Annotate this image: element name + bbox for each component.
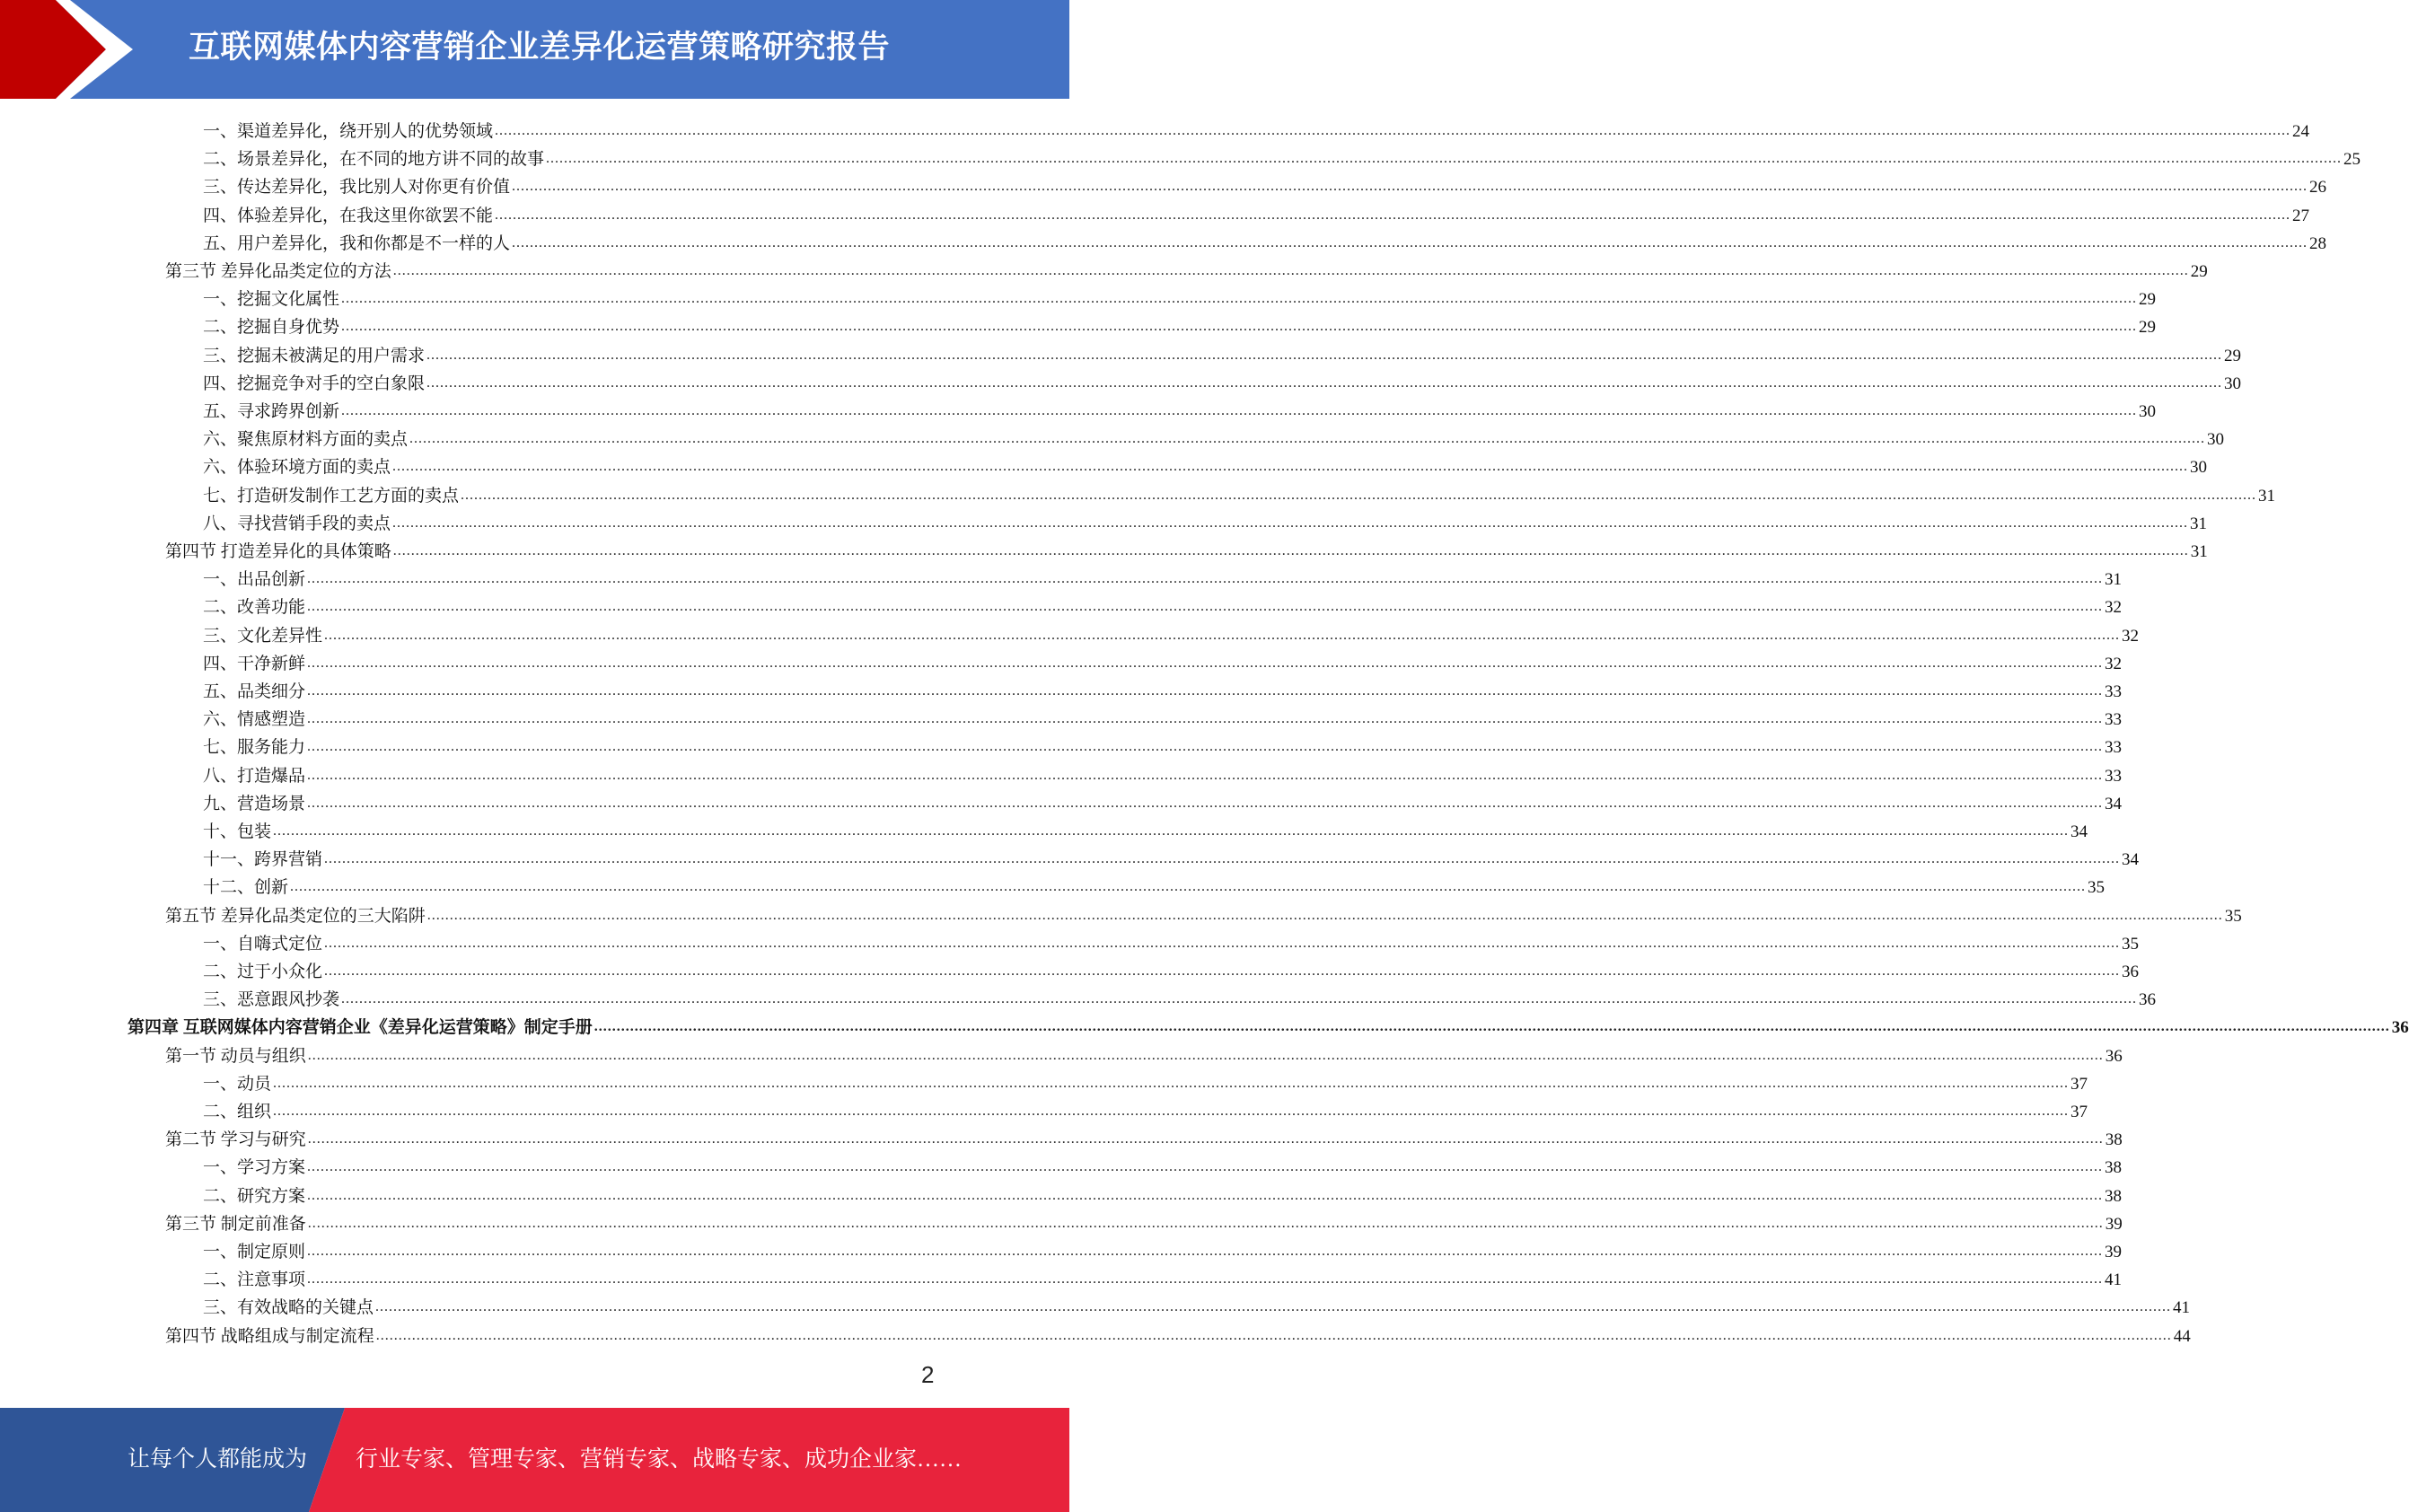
toc-leader-dots: ................................................................................................................................................................................................................................................................................................................................................................................................................ — [307, 571, 2104, 587]
toc-page-number: 29 — [2190, 262, 2208, 281]
toc-page-number: 38 — [2105, 1130, 2123, 1150]
toc-item[interactable] — [203, 479, 2276, 507]
toc-page-number: 34 — [2122, 850, 2140, 870]
toc-label: 六、体验环境方面的卖点 — [203, 458, 391, 478]
toc-leader-dots: ................................................................................................................................................................................................................................................................................................................................................................................................................ — [375, 1299, 2172, 1315]
toc-leader-dots: ................................................................................................................................................................................................................................................................................................................................................................................................................ — [307, 1187, 2104, 1203]
toc-label: 一、挖掘文化属性 — [203, 290, 340, 310]
toc-leader-dots: ................................................................................................................................................................................................................................................................................................................................................................................................................ — [512, 179, 2308, 195]
toc-leader-dots: ................................................................................................................................................................................................................................................................................................................................................................................................................ — [392, 263, 2189, 278]
toc-page-number: 33 — [2105, 710, 2123, 730]
toc-section[interactable] — [165, 1208, 2123, 1235]
toc-leader-dots: ................................................................................................................................................................................................................................................................................................................................................................................................................ — [307, 739, 2104, 755]
toc-page-number: 31 — [2190, 542, 2208, 561]
toc-page-number: 38 — [2105, 1186, 2123, 1206]
toc-label: 第四节 战略组成与制定流程 — [165, 1326, 374, 1346]
toc-page-number: 29 — [2139, 290, 2157, 310]
toc-page-number: 39 — [2105, 1214, 2123, 1234]
toc-leader-dots: ................................................................................................................................................................................................................................................................................................................................................................................................................ — [341, 991, 2138, 1007]
toc-label: 四、挖掘竞争对手的空白象限 — [203, 374, 426, 393]
toc-page-number: 44 — [2173, 1326, 2191, 1346]
toc-page-number: 26 — [2309, 178, 2327, 198]
toc-label: 二、挖掘自身优势 — [203, 318, 340, 338]
toc-label: 第五节 差异化品类定位的三大陷阱 — [165, 906, 426, 926]
toc-page-number: 32 — [2105, 598, 2123, 618]
toc-section[interactable] — [165, 1040, 2123, 1068]
toc-leader-dots: ................................................................................................................................................................................................................................................................................................................................................................................................................ — [290, 879, 2087, 895]
toc-label: 六、聚焦原材料方面的卖点 — [203, 430, 409, 450]
toc-page-number: 24 — [2292, 122, 2310, 141]
toc-label: 五、寻求跨界创新 — [203, 402, 340, 421]
toc-page-number: 30 — [2139, 402, 2157, 421]
toc-leader-dots: ................................................................................................................................................................................................................................................................................................................................................................................................................ — [307, 1244, 2104, 1259]
toc-page-number: 35 — [2122, 934, 2140, 954]
toc-label: 第四节 打造差异化的具体策略 — [165, 542, 391, 561]
toc-item[interactable] — [203, 171, 2327, 198]
toc-page-number: 30 — [2224, 374, 2242, 393]
toc-page-number: 37 — [2071, 1074, 2088, 1094]
toc-section[interactable] — [165, 535, 2208, 563]
toc-label: 十、包装 — [203, 822, 272, 841]
toc-item[interactable] — [203, 955, 2140, 983]
toc-leader-dots: ................................................................................................................................................................................................................................................................................................................................................................................................................ — [426, 347, 2223, 363]
toc-label: 第二节 学习与研究 — [165, 1130, 306, 1150]
toc-item[interactable] — [203, 311, 2157, 338]
footer-slogan-left: 让每个人都能成为 — [127, 1447, 308, 1472]
toc-label: 九、营造场景 — [203, 794, 306, 813]
toc-label: 八、寻找营销手段的卖点 — [203, 514, 391, 533]
toc-page-number: 28 — [2309, 233, 2327, 253]
toc-leader-dots: ................................................................................................................................................................................................................................................................................................................................................................................................................ — [307, 795, 2104, 811]
toc-leader-dots: ................................................................................................................................................................................................................................................................................................................................................................................................................ — [307, 1271, 2104, 1288]
toc-leader-dots: ................................................................................................................................................................................................................................................................................................................................................................................................................ — [307, 1047, 2104, 1063]
toc-label: 十一、跨界营销 — [203, 850, 323, 870]
toc-page-number: 25 — [2343, 150, 2361, 170]
toc-item[interactable] — [203, 620, 2140, 647]
toc-item[interactable] — [203, 1068, 2088, 1095]
toc-item[interactable] — [203, 843, 2140, 871]
toc-leader-dots: ................................................................................................................................................................................................................................................................................................................................................................................................................ — [375, 1327, 2172, 1343]
toc-label: 二、改善功能 — [203, 598, 306, 618]
toc-page-number: 33 — [2105, 766, 2123, 786]
toc-section[interactable] — [165, 900, 2242, 927]
toc-label: 四、干净新鲜 — [203, 654, 306, 673]
toc-leader-dots: ................................................................................................................................................................................................................................................................................................................................................................................................................ — [273, 1075, 2070, 1091]
toc-page-number: 30 — [2190, 458, 2208, 478]
toc-item[interactable] — [203, 395, 2157, 423]
toc-item[interactable] — [203, 760, 2123, 787]
toc-leader-dots: ................................................................................................................................................................................................................................................................................................................................................................................................................ — [392, 459, 2189, 475]
toc-leader-dots: ................................................................................................................................................................................................................................................................................................................................................................................................................ — [307, 711, 2104, 727]
toc-label: 二、组织 — [203, 1103, 272, 1121]
toc-item[interactable] — [203, 339, 2242, 367]
toc-label: 一、渠道差异化，绕开别人的优势领域 — [203, 122, 494, 141]
toc-page-number: 33 — [2105, 738, 2123, 758]
toc-leader-dots: ................................................................................................................................................................................................................................................................................................................................................................................................................ — [341, 291, 2138, 307]
toc-page-number: 27 — [2292, 206, 2310, 225]
toc-item[interactable] — [203, 115, 2310, 143]
toc-leader-dots: ................................................................................................................................................................................................................................................................................................................................................................................................................ — [512, 234, 2308, 251]
toc-item[interactable] — [203, 983, 2157, 1011]
toc-page-number: 41 — [2173, 1298, 2191, 1318]
toc-label: 一、制定原则 — [203, 1243, 306, 1261]
toc-leader-dots: ................................................................................................................................................................................................................................................................................................................................................................................................................ — [426, 907, 2223, 923]
toc-label: 六、情感塑造 — [203, 710, 306, 730]
toc-leader-dots: ................................................................................................................................................................................................................................................................................................................................................................................................................ — [324, 935, 2121, 951]
toc-leader-dots: ................................................................................................................................................................................................................................................................................................................................................................................................................ — [307, 1215, 2104, 1231]
toc-leader-dots: ................................................................................................................................................................................................................................................................................................................................................................................................................ — [546, 151, 2343, 167]
toc-page-number: 29 — [2224, 346, 2242, 365]
toc-label: 五、用户差异化，我和你都是不一样的人 — [203, 233, 511, 253]
toc-leader-dots: ................................................................................................................................................................................................................................................................................................................................................................................................................ — [324, 851, 2121, 867]
toc-leader-dots: ................................................................................................................................................................................................................................................................................................................................................................................................................ — [392, 514, 2189, 531]
toc-item[interactable] — [203, 703, 2123, 731]
toc-item[interactable] — [203, 1180, 2123, 1208]
toc-item[interactable] — [203, 927, 2140, 955]
toc-page-number: 35 — [2088, 878, 2106, 898]
toc-item[interactable] — [203, 815, 2088, 843]
toc-page-number: 36 — [2122, 963, 2140, 981]
toc-leader-dots: ................................................................................................................................................................................................................................................................................................................................................................................................................ — [341, 319, 2138, 335]
toc-chapter[interactable] — [127, 1011, 2409, 1039]
toc-page-number: 36 — [2105, 1046, 2123, 1066]
toc-label: 三、挖掘未被满足的用户需求 — [203, 346, 426, 365]
toc-label: 一、学习方案 — [203, 1158, 306, 1178]
toc-leader-dots: ................................................................................................................................................................................................................................................................................................................................................................................................................ — [409, 431, 2206, 447]
toc-item[interactable] — [203, 143, 2361, 171]
toc-label: 一、自嗨式定位 — [203, 934, 323, 954]
toc-page-number: 31 — [2190, 514, 2208, 533]
toc-leader-dots: ................................................................................................................................................................................................................................................................................................................................................................................................................ — [324, 627, 2121, 643]
toc-page-number: 34 — [2071, 822, 2088, 841]
toc-page-number: 31 — [2258, 486, 2276, 505]
toc-item[interactable] — [203, 647, 2123, 675]
toc-label: 三、有效战略的关键点 — [203, 1298, 374, 1318]
toc-label: 七、打造研发制作工艺方面的卖点 — [203, 486, 460, 505]
toc-page-number: 32 — [2122, 626, 2140, 646]
toc-label: 一、出品创新 — [203, 570, 306, 590]
toc-item[interactable] — [203, 563, 2123, 591]
toc-leader-dots: ................................................................................................................................................................................................................................................................................................................................................................................................................ — [461, 487, 2257, 503]
toc-label: 一、动员 — [203, 1074, 272, 1094]
toc-item[interactable] — [203, 199, 2310, 227]
toc-page-number: 30 — [2207, 430, 2225, 450]
toc-leader-dots: ................................................................................................................................................................................................................................................................................................................................................................................................................ — [495, 207, 2291, 223]
toc-page-number: 35 — [2224, 906, 2242, 926]
toc-leader-dots: ................................................................................................................................................................................................................................................................................................................................................................................................................ — [273, 1103, 2070, 1119]
toc-leader-dots: ................................................................................................................................................................................................................................................................................................................................................................................................................ — [307, 1159, 2104, 1175]
toc-section[interactable] — [165, 1320, 2191, 1348]
toc-leader-dots: ................................................................................................................................................................................................................................................................................................................................................................................................................ — [392, 543, 2189, 558]
toc-item[interactable] — [203, 507, 2208, 535]
toc-item[interactable] — [203, 1291, 2191, 1319]
toc-label: 三、传达差异化，我比别人对你更有价值 — [203, 178, 511, 198]
toc-label: 第三节 差异化品类定位的方法 — [165, 262, 391, 281]
toc-leader-dots: ................................................................................................................................................................................................................................................................................................................................................................................................................ — [273, 823, 2070, 839]
toc-label: 第一节 动员与组织 — [165, 1046, 306, 1066]
toc-label: 八、打造爆品 — [203, 766, 306, 786]
toc-section[interactable] — [165, 255, 2208, 283]
toc-section[interactable] — [165, 1123, 2123, 1151]
toc-leader-dots: ................................................................................................................................................................................................................................................................................................................................................................................................................ — [426, 374, 2223, 391]
toc-item[interactable] — [203, 591, 2123, 619]
toc-page-number: 29 — [2139, 318, 2157, 338]
toc-label: 十二、创新 — [203, 878, 289, 898]
toc-item[interactable] — [203, 1235, 2123, 1263]
toc-page-number: 34 — [2105, 794, 2123, 813]
toc-leader-dots: ................................................................................................................................................................................................................................................................................................................................................................................................................ — [495, 123, 2291, 138]
toc-item[interactable] — [203, 227, 2327, 255]
page-number: 2 — [921, 1361, 935, 1388]
toc-page-number: 38 — [2105, 1158, 2123, 1178]
report-title: 互联网媒体内容营销企业差异化运营策略研究报告 — [189, 30, 891, 66]
toc-label: 第三节 制定前准备 — [165, 1214, 306, 1234]
toc-page-number: 37 — [2071, 1103, 2088, 1121]
toc-label: 七、服务能力 — [203, 738, 306, 758]
toc-page-number: 33 — [2105, 682, 2123, 701]
footer-slogan-right: 行业专家、管理专家、营销专家、战略专家、成功企业家…… — [356, 1447, 963, 1472]
toc-leader-dots: ................................................................................................................................................................................................................................................................................................................................................................................................................ — [307, 767, 2104, 783]
toc-label: 三、文化差异性 — [203, 626, 323, 646]
toc-page-number: 36 — [2139, 990, 2157, 1010]
toc-label: 二、过于小众化 — [203, 963, 323, 981]
toc-item[interactable] — [203, 731, 2123, 759]
toc-item[interactable] — [203, 423, 2225, 451]
toc-leader-dots: ................................................................................................................................................................................................................................................................................................................................................................................................................ — [307, 655, 2104, 671]
toc-item[interactable] — [203, 1263, 2123, 1291]
toc-item[interactable] — [203, 871, 2106, 899]
toc-item[interactable] — [203, 367, 2242, 395]
toc-leader-dots: ................................................................................................................................................................................................................................................................................................................................................................................................................ — [307, 683, 2104, 699]
toc-label: 三、恶意跟风抄袭 — [203, 990, 340, 1010]
toc-leader-dots: ................................................................................................................................................................................................................................................................................................................................................................................................................ — [307, 599, 2104, 615]
toc-label: 五、品类细分 — [203, 682, 306, 701]
toc-item[interactable] — [203, 451, 2208, 479]
toc-label: 二、研究方案 — [203, 1186, 306, 1206]
toc-page-number: 36 — [2391, 1018, 2409, 1038]
toc-label: 第四章 互联网媒体内容营销企业《差异化运营策略》制定手册 — [127, 1018, 593, 1038]
toc-page-number: 31 — [2105, 570, 2123, 590]
toc-page-number: 32 — [2105, 654, 2123, 673]
toc-label: 二、注意事项 — [203, 1270, 306, 1290]
page-header — [0, 0, 1069, 99]
toc-item[interactable] — [203, 283, 2157, 311]
toc-item[interactable] — [203, 675, 2123, 703]
toc-leader-dots: ................................................................................................................................................................................................................................................................................................................................................................................................................ — [341, 403, 2138, 418]
toc-page-number: 41 — [2105, 1270, 2123, 1290]
toc-item[interactable] — [203, 787, 2123, 815]
toc-item[interactable] — [203, 1095, 2088, 1123]
toc-label: 二、场景差异化，在不同的地方讲不同的故事 — [203, 150, 545, 170]
toc-leader-dots: ................................................................................................................................................................................................................................................................................................................................................................................................................ — [324, 963, 2121, 979]
toc-leader-dots: ................................................................................................................................................................................................................................................................................................................................................................................................................ — [593, 1019, 2390, 1035]
toc-page-number: 39 — [2105, 1243, 2123, 1261]
toc-label: 四、体验差异化，在我这里你欲罢不能 — [203, 206, 494, 225]
page-footer — [0, 1408, 1069, 1512]
toc-item[interactable] — [203, 1151, 2123, 1179]
toc-leader-dots: ................................................................................................................................................................................................................................................................................................................................................................................................................ — [307, 1131, 2104, 1147]
